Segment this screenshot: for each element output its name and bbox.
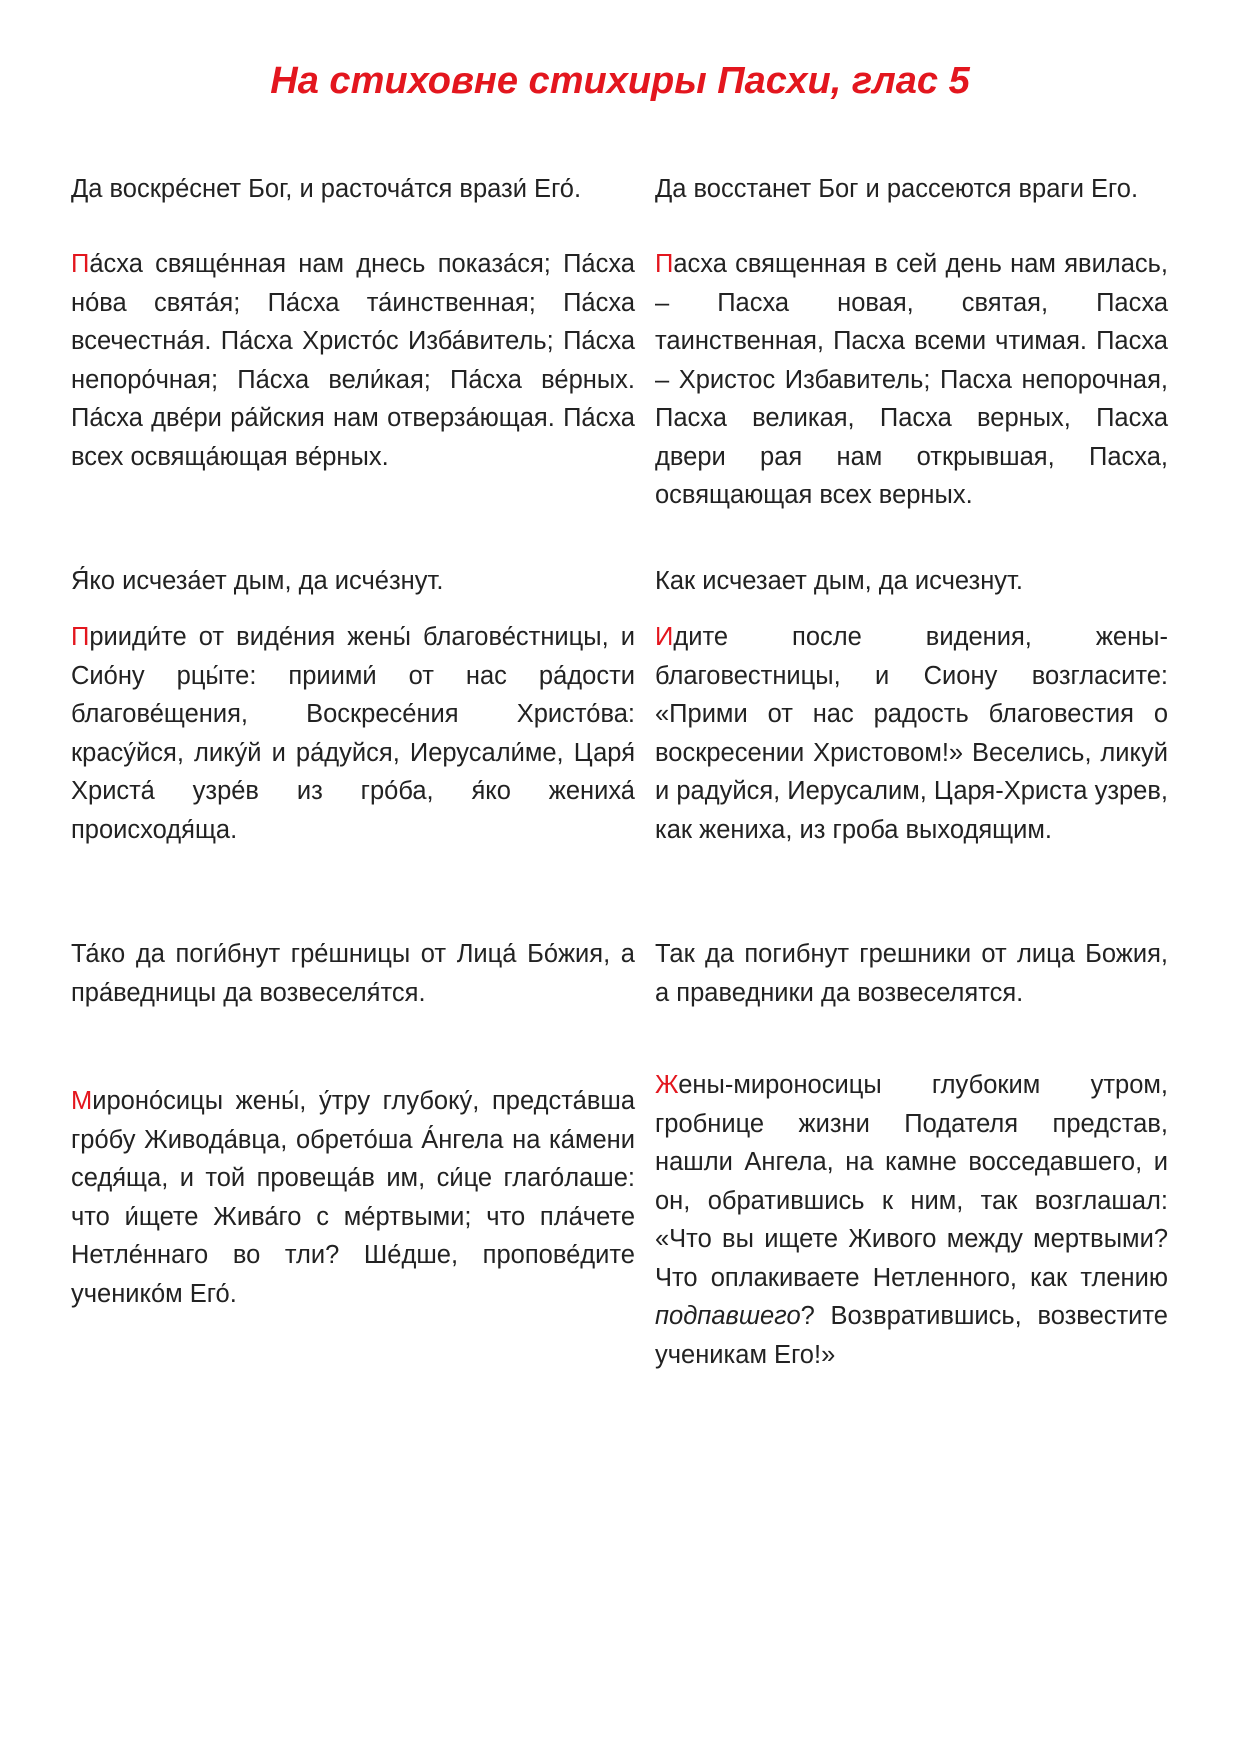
- red-initial: П: [71, 623, 90, 651]
- verse-text: Та́ко да поги́бнут гре́шницы от Лица́ Бо́жия, а пра́ведницы да возвеселя́тся.: [71, 940, 635, 1007]
- red-initial: М: [71, 1087, 93, 1115]
- verse-paragraph: [655, 170, 1168, 209]
- stichera-text-end: ? Возвратившись, возвестите ученикам Его!»: [655, 1302, 1168, 1369]
- italic-word: подпавшего: [655, 1302, 801, 1330]
- stichera-text: дите после видения, жены-благовестницы, и Сиону возгласите: «Прими от нас радость благовестия о воскресении Христовом!» Веселись, ликуй и радуйся, Иерусалим, Царя-Христа узрев, как жениха, из гроба выходящим.: [655, 623, 1169, 844]
- verse-text: Как исчезает дым, да исчезнут.: [655, 567, 1023, 595]
- page-title: На стиховне стихиры Пасхи, глас 5: [270, 60, 970, 102]
- stichera-paragraph: [655, 618, 1168, 849]
- verse-text: Да восстанет Бог и рассеются враги Его.: [655, 175, 1139, 203]
- verse-paragraph: [71, 562, 635, 601]
- stichera-paragraph: [655, 245, 1168, 515]
- verse-text: Да воскре́снет Бог, и расточа́тся врази́ Его́.: [71, 175, 582, 203]
- verse-text: Я́ко исчеза́ет дым, да исче́знут.: [71, 567, 444, 595]
- red-initial: П: [71, 250, 90, 278]
- stichera-paragraph: [655, 1066, 1168, 1374]
- stichera-text: ены-мироносицы глубоким утром, гробнице жизни Подателя представ, нашли Ангела, на камне восседавшего, и он, обратившись к ним, так возглашал: «Что вы ищете Живого между мертвыми? Что оплакиваете Нетленного, как тлению: [655, 1071, 1168, 1292]
- verse-paragraph: [71, 170, 635, 209]
- verse-paragraph: [655, 935, 1168, 1012]
- stichera-text: а́сха свяще́нная нам днесь показа́ся; Па́сха но́ва свята́я; Па́сха та́инственная; Па́сха всечестна́я. Па́сха Христо́с Изба́витель; Па́сха непоро́чная; Па́сха вели́кая; Па́сха ве́рных. Па́сха две́ри ра́йския нам отверза́ющая. Па́сха всех освяща́ющая ве́рных.: [71, 250, 635, 471]
- verse-text: Так да погибнут грешники от лица Божия, а праведники да возвеселятся.: [655, 940, 1168, 1007]
- stichera-text: рииди́те от виде́ния жены́ благове́стницы, и Сио́ну рцы́те: приими́ от нас ра́дости благове́щения, Воскресе́ния Христо́ва: красу́йся, лику́й и ра́дуйся, Иерусали́ме, Царя́ Христа́ узре́в из гро́ба, я́ко жениха́ происходя́ща.: [71, 623, 635, 844]
- red-initial: И: [655, 623, 674, 651]
- stichera-paragraph: [71, 245, 635, 476]
- stichera-paragraph: [71, 1082, 635, 1313]
- stichera-paragraph: [71, 618, 635, 849]
- verse-paragraph: [655, 562, 1168, 601]
- verse-paragraph: [71, 935, 635, 1012]
- stichera-text: асха священная в сей день нам явилась, – Пасха новая, святая, Пасха таинственная, Пасха всеми чтимая. Пасха – Христос Избавитель; Пасха непорочная, Пасха великая, Пасха верных, Пасха двери рая нам открывшая, Пасха, освящающая всех верных.: [655, 250, 1168, 509]
- red-initial: П: [655, 250, 674, 278]
- stichera-text: ироно́сицы жены́, у́тру глубоку́, предста́вша гро́бу Живода́вца, обрето́ша А́нгела на ка́мени седя́ща, и той провеща́в им, си́це глаго́лаше: что и́щете Жива́го с ме́ртвыми; что пла́чете Нетле́ннаго во тли? Ше́дше, пропове́дите ученико́м Его́.: [71, 1087, 635, 1308]
- red-initial: Ж: [655, 1071, 679, 1099]
